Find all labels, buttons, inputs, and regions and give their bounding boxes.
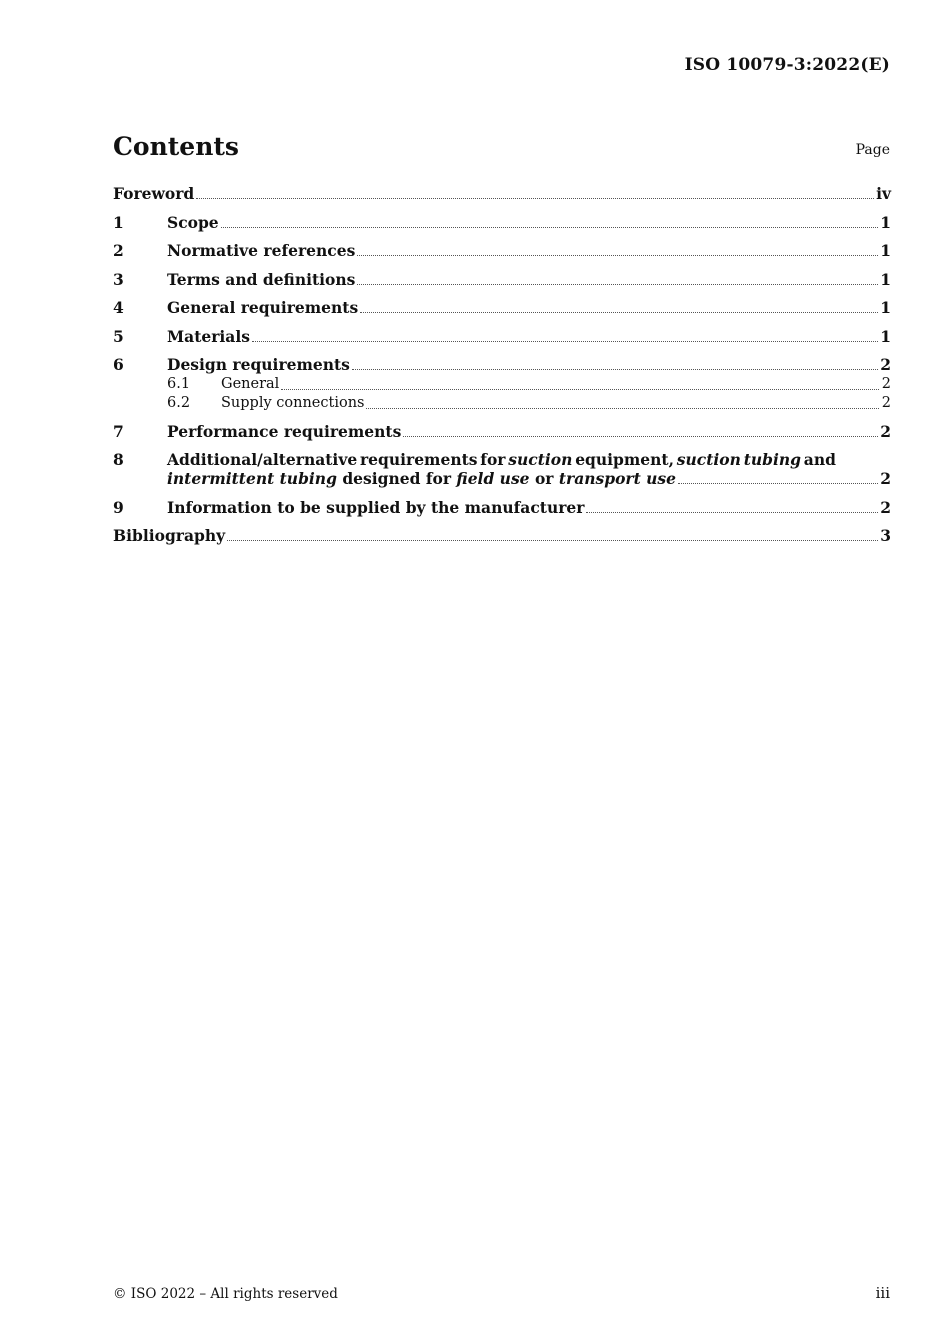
toc-entry-bibliography[interactable] bbox=[113, 526, 891, 545]
toc-entry-6-1[interactable] bbox=[113, 375, 891, 394]
page-number: iii bbox=[875, 1284, 890, 1302]
title-word: equipment, bbox=[575, 450, 674, 469]
toc-entry-7[interactable] bbox=[113, 422, 891, 441]
dot-leader bbox=[227, 539, 878, 541]
title-word: requirements bbox=[360, 450, 478, 469]
toc-entry-9[interactable] bbox=[113, 498, 891, 517]
toc-title-line-1 bbox=[167, 450, 836, 469]
toc-entry-1[interactable] bbox=[113, 213, 891, 232]
toc-title: Design requirements bbox=[167, 355, 350, 374]
toc-title: Materials bbox=[167, 326, 250, 346]
dot-leader bbox=[678, 482, 878, 484]
toc-title: Scope bbox=[167, 212, 219, 232]
toc-title-multiline bbox=[167, 450, 891, 488]
dot-leader bbox=[357, 283, 878, 285]
toc-entry-6[interactable] bbox=[113, 355, 891, 374]
toc-number: 2 bbox=[113, 241, 124, 260]
toc-title: Normative references bbox=[167, 241, 356, 260]
dot-leader bbox=[252, 340, 878, 342]
toc-entry-8[interactable] bbox=[113, 450, 891, 488]
toc-title: Information to be supplied by the manufacturer bbox=[167, 497, 585, 517]
toc-entry-2[interactable] bbox=[113, 241, 891, 260]
toc-page: 2 bbox=[880, 355, 891, 374]
dot-leader bbox=[366, 407, 879, 409]
toc-number: 4 bbox=[113, 298, 124, 317]
toc-number: 6.2 bbox=[167, 394, 191, 411]
toc-page: 2 bbox=[881, 375, 891, 392]
title-word-italic: intermittent tubing bbox=[167, 469, 337, 488]
contents-heading: Contents bbox=[113, 132, 240, 161]
title-word: designed for bbox=[342, 469, 452, 488]
toc-title: Supply connections bbox=[221, 394, 365, 411]
toc-number: 5 bbox=[113, 326, 124, 346]
dot-leader bbox=[357, 254, 878, 256]
dot-leader bbox=[586, 511, 878, 513]
title-word-italic: field use bbox=[456, 469, 530, 488]
title-word: for bbox=[480, 450, 506, 469]
toc-title: General bbox=[221, 375, 280, 392]
title-word-italic: tubing bbox=[743, 450, 801, 469]
toc-title: Foreword bbox=[113, 184, 195, 203]
toc-title: General requirements bbox=[167, 298, 359, 317]
toc-page: 2 bbox=[880, 469, 891, 488]
title-word: or bbox=[534, 469, 554, 488]
toc-title-line-2 bbox=[167, 469, 891, 488]
toc-title: Performance requirements bbox=[167, 421, 402, 441]
dot-leader bbox=[221, 226, 879, 228]
toc-page: 2 bbox=[880, 421, 891, 441]
toc-number: 6 bbox=[113, 355, 124, 374]
dot-leader bbox=[281, 388, 879, 390]
toc-page: 1 bbox=[880, 298, 891, 317]
toc-page: 1 bbox=[880, 269, 891, 289]
dot-leader bbox=[403, 435, 878, 437]
title-word: Additional/alternative bbox=[167, 450, 358, 469]
copyright-notice: © ISO 2022 – All rights reserved bbox=[113, 1286, 338, 1302]
toc-number: 1 bbox=[113, 212, 124, 232]
toc-page: 1 bbox=[880, 241, 891, 260]
toc-number: 9 bbox=[113, 497, 124, 517]
dot-leader bbox=[196, 197, 874, 199]
toc-number: 7 bbox=[113, 421, 124, 441]
title-word-italic: suction bbox=[508, 450, 573, 469]
table-of-contents bbox=[113, 184, 891, 555]
page-column-label: Page bbox=[855, 142, 890, 158]
toc-number: 8 bbox=[113, 450, 124, 469]
dot-leader bbox=[360, 311, 878, 313]
document-id: ISO 10079-3:2022(E) bbox=[684, 55, 890, 75]
toc-entry-foreword[interactable] bbox=[113, 184, 891, 203]
dot-leader bbox=[352, 368, 878, 370]
title-word-italic: suction bbox=[676, 450, 741, 469]
toc-page: 2 bbox=[881, 394, 891, 411]
toc-page: iv bbox=[876, 184, 891, 203]
toc-entry-3[interactable] bbox=[113, 270, 891, 289]
toc-entry-4[interactable] bbox=[113, 298, 891, 317]
toc-title: Terms and definitions bbox=[167, 269, 356, 289]
title-word-italic: transport use bbox=[558, 469, 676, 488]
toc-number: 6.1 bbox=[167, 375, 191, 392]
toc-page: 1 bbox=[880, 212, 891, 232]
toc-title: Bibliography bbox=[113, 526, 226, 545]
toc-entry-6-2[interactable] bbox=[113, 394, 891, 413]
toc-number: 3 bbox=[113, 269, 124, 289]
toc-page: 1 bbox=[880, 326, 891, 346]
toc-entry-5[interactable] bbox=[113, 327, 891, 346]
toc-page: 3 bbox=[880, 526, 891, 545]
toc-page: 2 bbox=[880, 497, 891, 517]
title-word: and bbox=[803, 450, 836, 469]
